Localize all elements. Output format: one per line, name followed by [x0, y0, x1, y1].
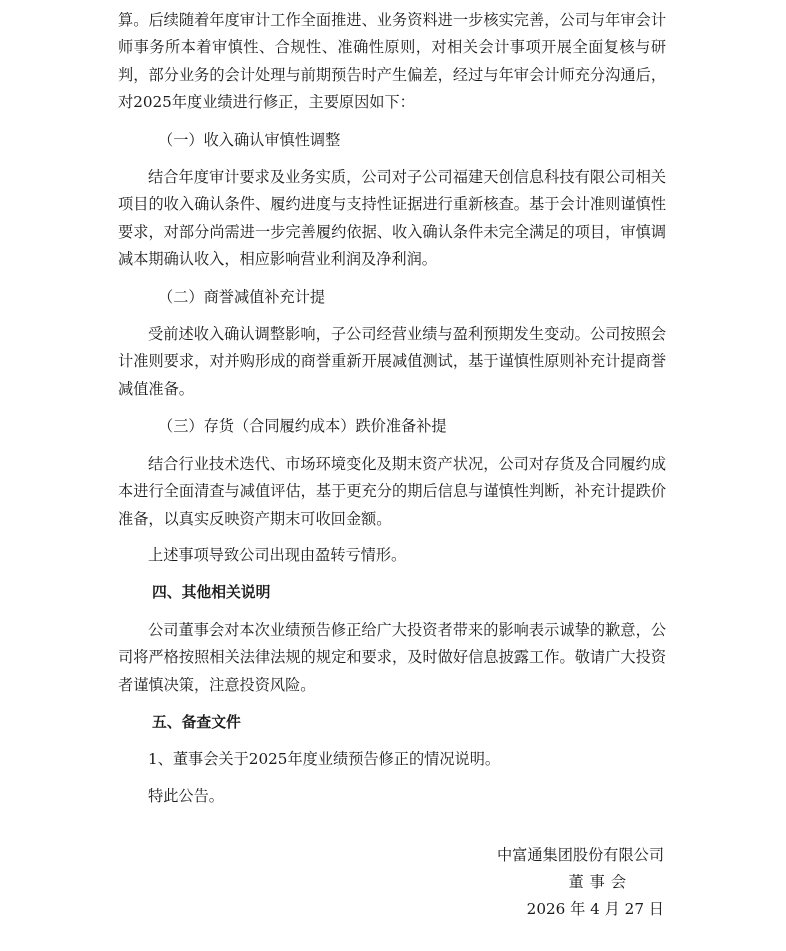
section-four-heading: 四、其他相关说明	[152, 584, 271, 602]
signature-block	[497, 842, 664, 923]
summary-paragraph: 上述事项导致公司出现由盈转亏情形。	[148, 545, 407, 564]
section-title-revenue: （一）收入确认审慎性调整	[158, 130, 341, 149]
signature-date: 2026 年 4 月 27 日	[526, 900, 664, 918]
closing-line: 特此公告。	[148, 786, 224, 805]
section-body-inventory: 结合行业技术迭代、市场环境变化及期末资产状况，公司对存货及合同履约成本进行全面清查与减值评估，基于更充分的期后信息与谨慎性判断，补充计提跌价准备，以真实反映资产期末可收回金额。	[118, 454, 666, 528]
section-title-goodwill: （二）商誉减值补充计提	[158, 287, 326, 306]
section-body-revenue: 结合年度审计要求及业务实质，公司对子公司福建天创信息科技有限公司相关项目的收入确认条件、履约进度与支持性证据进行重新核查。基于会计准则谨慎性要求，对部分尚需进一步完善履约依据、收入确认条件未完全满足的项目，审慎调减本期确认收入，相应影响营业利润及净利润。	[118, 168, 666, 269]
section-body-goodwill: 受前述收入确认调整影响，子公司经营业绩与盈利预期发生变动。公司按照会计准则要求，对并购形成的商誉重新开展减值测试，基于谨慎性原则补充计提商誉减值准备。	[118, 325, 666, 398]
attachment-item: 1、董事会关于2025年度业绩预告修正的情况说明。	[148, 750, 501, 769]
section-title-inventory: （三）存货（合同履约成本）跌价准备补提	[158, 417, 447, 436]
section-four-body: 公司董事会对本次业绩预告修正给广大投资者带来的影响表示诚挚的歉意，公司将严格按照相关法律法规的规定和要求，及时做好信息披露工作。敬请广大投资者谨慎决策，注意投资风险。	[118, 620, 666, 694]
section-five-heading: 五、备查文件	[152, 713, 241, 731]
intro-paragraph: 算。后续随着年度审计工作全面推进、业务资料进一步核实完善，公司与年审会计师事务所本着审慎性、合规性、准确性原则，对相关会计事项开展全面复核与研判，部分业务的会计处理与前期预告时产生偏差，经过与年审会计师充分沟通后，对2025年度业绩进行修正，主要原因如下：	[118, 11, 666, 112]
signature-board: 董事会	[568, 873, 632, 891]
signature-company: 中富通集团股份有限公司	[496, 846, 664, 864]
announcement-body	[118, 7, 666, 810]
